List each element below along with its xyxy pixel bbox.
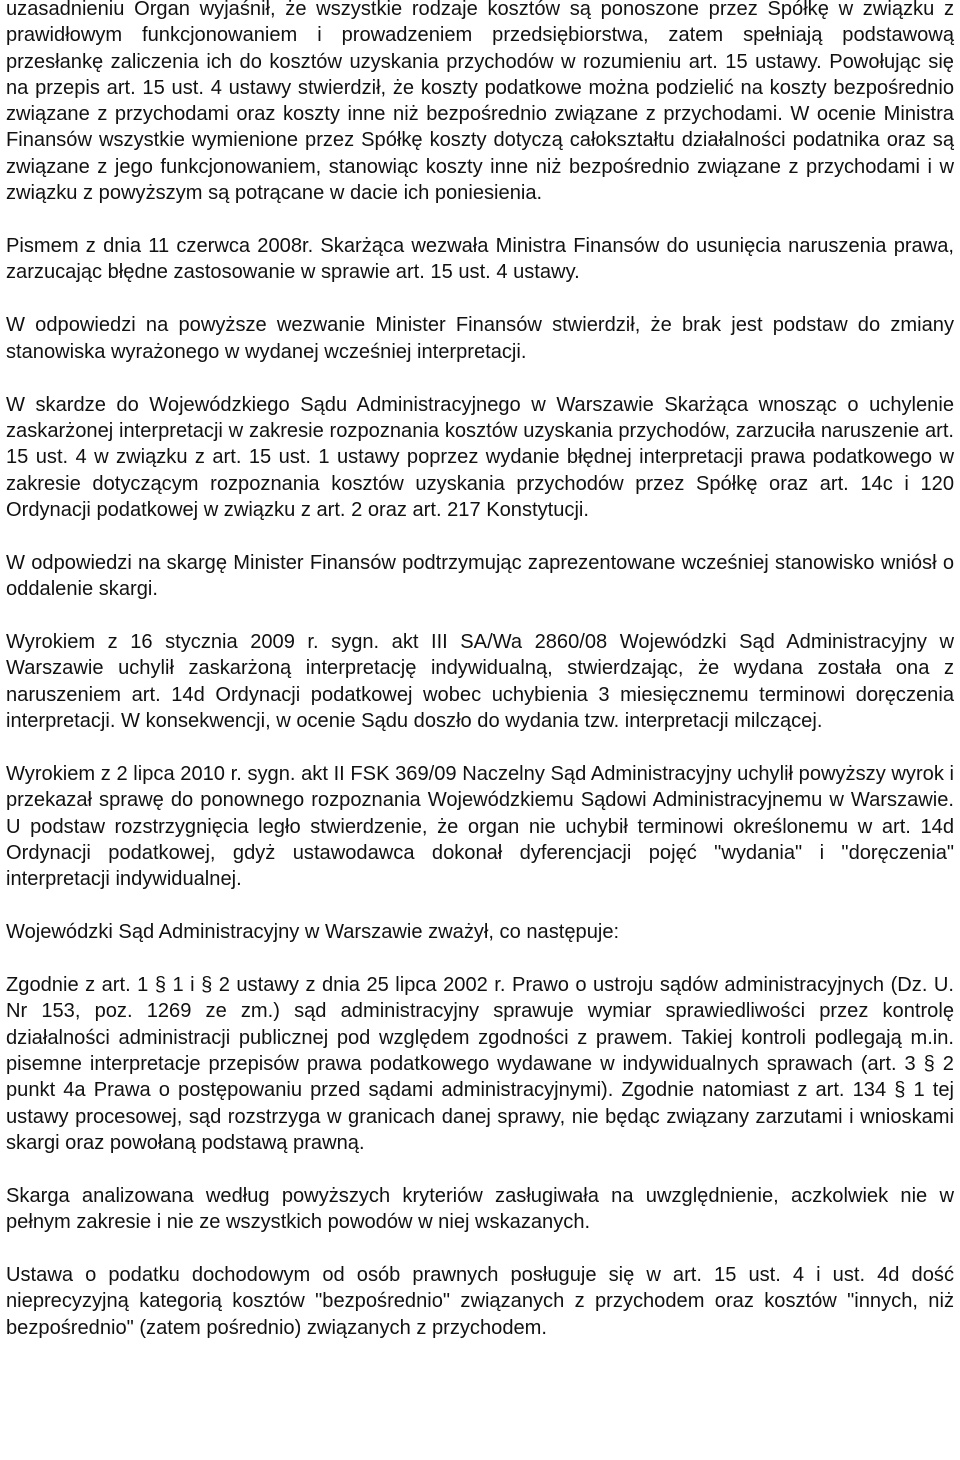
paragraph-interpretation-justification: uzasadnieniu Organ wyjaśnił, że wszystkie rodzaje kosztów są ponoszone przez Spółkę w związku z prawidłowym funkcjonowaniem i prowadzeniem przedsiębiorstwa, zatem spełniają podstawową przesłankę zaliczenia ich do kosztów uzyskania przychodów w rozumieniu art. 15 ustawy. Powołując się na przepis art. 15 ust. 4 ustawy stwierdził, że koszty podatkowe można podzielić na koszty bezpośrednio związane z przychodami oraz koszty inne niż bezpośrednio związane z przychodami. W ocenie Ministra Finansów wszystkie wymienione przez Spółkę koszty dotyczą całokształtu działalności podatnika oraz są związane z jego funkcjonowaniem, stanowiąc koszty inne niż bezpośrednio związane z przychodami i w związku z powyższym są potrącane w dacie ich poniesienia.	[6, 0, 954, 205]
document-body	[6, 0, 954, 1341]
paragraph-call-to-remedy: Pismem z dnia 11 czerwca 2008r. Skarżąca wezwała Ministra Finansów do usunięcia naruszenia prawa, zarzucając błędne zastosowanie w sprawie art. 15 ust. 4 ustawy.	[6, 235, 954, 284]
paragraph-answer-to-complaint: W odpowiedzi na skargę Minister Finansów podtrzymując zaprezentowane wcześniej stanowisko wniósł o oddalenie skargi.	[6, 551, 954, 601]
paragraph-complaint: W skardze do Wojewódzkiego Sądu Administracyjnego w Warszawie Skarżąca wnosząc o uchylenie zaskarżonej interpretacji w zakresie rozpoznania kosztów uzyskania przychodów, zarzuciła naruszenie art. 15 ust. 4 w związku z art. 15 ust. 1 ustawy poprzez wydanie błędnej interpretacji prawa podatkowego w zakresie dotyczącym rozpoznania kosztów uzyskania przychodów przez Spółkę oraz art. 14c i 120 Ordynacji podatkowej w związku z art. 2 oraz art. 217 Konstytucji.	[6, 393, 954, 521]
paragraph-complaint-assessment: Skarga analizowana według powyższych kryteriów zasługiwała na uwzględnienie, aczkolwiek nie w pełnym zakresie i nie ze wszystkich powodów w niej wskazanych.	[6, 1184, 954, 1234]
paragraph-legal-basis: Zgodnie z art. 1 § 1 i § 2 ustawy z dnia 25 lipca 2002 r. Prawo o ustroju sądów administracyjnych (Dz. U. Nr 153, poz. 1269 ze zm.) sąd administracyjny sprawuje wymiar sprawiedliwości przez kontrolę działalności administracji publicznej pod względem zgodności z prawem. Takiej kontroli podlegają m.in. pisemne interpretacje przepisów prawa podatkowego wydawane w indywidualnych sprawach (art. 3 § 2 punkt 4a Prawa o postępowaniu przed sądami administracyjnymi). Zgodnie natomiast z art. 134 § 1 tej ustawy procesowej, sąd rozstrzyga w granicach danej sprawy, nie będąc związany zarzutami i wnioskami skargi oraz powołaną podstawą prawną.	[6, 974, 954, 1154]
paragraph-first-judgment: Wyrokiem z 16 stycznia 2009 r. sygn. akt III SA/Wa 2860/08 Wojewódzki Sąd Administracyjny w Warszawie uchylił zaskarżoną interpretację indywidualną, stwierdzając, że wydana została ona z naruszeniem art. 14d Ordynacji podatkowej wobec uchybienia 3 miesięcznemu terminowi doręczenia interpretacji. W konsekwencji, w ocenie Sądu doszło do wydania tzw. interpretacji milczącej.	[6, 631, 954, 732]
paragraph-cit-act-costs: Ustawa o podatku dochodowym od osób prawnych posługuje się w art. 15 ust. 4 i ust. 4d dość nieprecyzyjną kategorią kosztów "bezpośrednio" związanych z przychodem oraz kosztów "innych, niż bezpośrednio" (zatem pośrednio) związanych z przychodem.	[6, 1264, 954, 1339]
paragraph-minister-response: W odpowiedzi na powyższe wezwanie Minister Finansów stwierdził, że brak jest podstaw do zmiany stanowiska wyrażonego w wydanej wcześniej interpretacji.	[6, 314, 954, 363]
paragraph-court-considered: Wojewódzki Sąd Administracyjny w Warszawie zważył, co następuje:	[6, 921, 620, 944]
paragraph-cassation-judgment: Wyrokiem z 2 lipca 2010 r. sygn. akt II FSK 369/09 Naczelny Sąd Administracyjny uchylił powyższy wyrok i przekazał sprawę do ponownego rozpoznania Wojewódzkiemu Sądowi Administracyjnemu w Warszawie. U podstaw rozstrzygnięcia legło stwierdzenie, że organ nie uchybił terminowi określonemu w art. 14d Ordynacji podatkowej, gdyż ustawodawca dokonał dyferencjacji pojęć "wydania" i "doręczenia" interpretacji indywidualnej.	[6, 762, 954, 891]
